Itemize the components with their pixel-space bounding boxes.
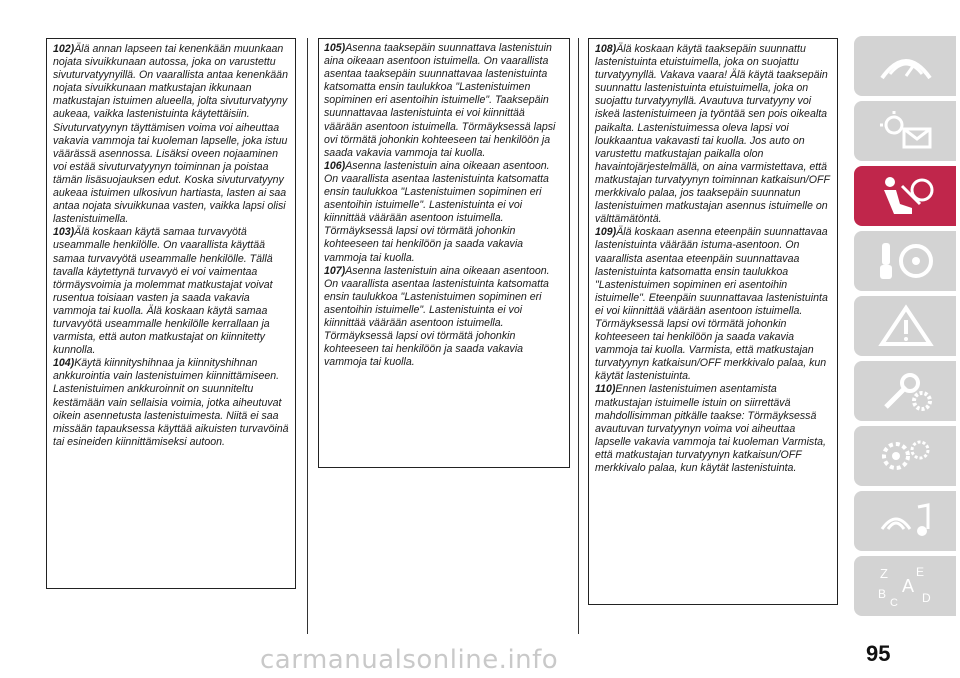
watermark: carmanualsonline.info: [260, 645, 559, 675]
paragraph-110: 110)Ennen lastenistuimen asentamista matkustajan istuimelle istuin on siirrettävä mahdollisimman pitkälle taakse: Törmäyksessä avautuvan turvatyynyn voima voi aiheuttaa lapselle vakavia vammoja tai kuoleman Varmista, että matkustajan turvatyynyn katkaisun/OFF merkkivalo palaa, kun käytät lastenistuinta.: [595, 383, 827, 474]
text-column-3: [588, 38, 838, 605]
hazard-triangle-icon: [876, 304, 936, 348]
seat-airbag-icon: [876, 174, 936, 218]
column-divider-2: [578, 38, 579, 634]
paragraph-109: 109)Älä koskaan asenna eteenpäin suunnattavaa lastenistuinta väärään istuma-asentoon. On vaarallista asentaa eteenpäin suunnattavaa lastenistuinta katsomatta ensin taulukkoa "Lastenistuimen sopiminen eri asentoihin istuimelle". Eteenpäin suunnattavaa lastenistuinta ei voi kiinnittää väärään asentoon istuimella. Törmäyksessä lapsi ovi törmätä johonkin kohteeseen tai henkilöön ja saada vakavia vammoja tai kuolla. Varmista, että matkustajan turvatyynyn katkaisun/OFF merkkivalo palaa, kun käytät lastenistuinta.: [595, 226, 828, 383]
tab-warnings[interactable]: [854, 101, 956, 161]
paragraph-107: 107)Asenna lastenistuin aina oikeaan asentoon. On vaarallista asentaa lastenistuinta katsomatta ensin taulukkoa "Lastenistuimen sopiminen eri asentoihin istuimelle". Lastenistuinta ei voi kiinnittää väärään asentoon istuimella. Törmäyksessä lapsi ovi törmätä johonkin kohteeseen tai henkilöön ja saada vakavia vammoja tai kuolla.: [324, 264, 550, 369]
paragraph-105: 105)Asenna taaksepäin suunnattava lastenistuin aina oikeaan asentoon istuimella. On vaarallista asentaa taaksepäin suunnattavaa lastenistuinta katsomatta ensin taulukkoa "Lastenistuimen sopiminen eri asentoihin istuimelle". Taaksepäin suunnattavaa lastenistuinta ei voi kiinnittää väärään asentoon istuimella. Törmäyksessä lapsi ovi törmätä johonkin kohteeseen tai henkilöön ja saada vakavia vammoja tai kuolla.: [324, 42, 556, 159]
page-number: 95: [866, 641, 891, 666]
chapter-tabs: [854, 36, 956, 621]
paragraph-106: 106)Asenna lastenistuin aina oikeaan asentoon. On vaarallista asentaa lastenistuinta katsomatta ensin taulukkoa "Lastenistuimen sopiminen eri asentoihin istuimelle". Lastenistuinta ei voi kiinnittää väärään asentoon istuimella. Törmäyksessä lapsi ovi törmätä johonkin kohteeseen tai henkilöön ja saada vakavia vammoja tai kuolla.: [324, 159, 550, 264]
specifications-gears-icon: [876, 434, 936, 478]
tab-multimedia[interactable]: [854, 491, 956, 551]
svg-text:A: A: [902, 576, 915, 596]
car-dashboard-icon: [876, 44, 936, 88]
tab-emergency[interactable]: [854, 296, 956, 356]
svg-text:B: B: [878, 587, 887, 601]
alphabet-index-icon: [876, 564, 936, 608]
svg-text:C: C: [890, 597, 898, 608]
tab-safety[interactable]: [854, 166, 956, 226]
text-column-1: [46, 38, 296, 589]
tab-index[interactable]: [854, 556, 956, 616]
tab-dashboard[interactable]: [854, 36, 956, 96]
paragraph-104: 104)Käytä kiinnityshihnaa ja kiinnityshihnan ankkurointia vain lastenistuimen kiinnittämiseen. Lastenistuimen ankkuroinnit on suunniteltu kestämään vain sellaisia voimia, jotka aiheutuvat oikein asennetusta lastenistuimesta. Niitä ei saa missään tapauksessa käyttää aikuisten turvavöinä tai esineiden kiinnittämiseksi autoon.: [53, 357, 289, 448]
satellite-music-icon: [876, 499, 936, 543]
tab-technical-data[interactable]: [854, 426, 956, 486]
column-2-frame: [318, 38, 570, 468]
paragraph-108: 108)Älä koskaan käytä taaksepäin suunnattu lastenistuinta etuistuimella, joka on suojattu turvatyynyllä. Vakava vaara! Älä käytä taaksepäin suunnattu lastenistuinta etuistuimella, joka on suojattu turvatyynyllä. Avautuva turvatyyny voi iskeä lastenistuimeen ja työntää sen pois oikealta paikalta. Lastenistuimessa oleva lapsi voi loukkaantua vakavasti tai kuolla. Jos auto on varustettu matkustajan paikalla olon havaintojärjestelmällä, on aina varmistettava, että matkustajan turvatyynyn toiminnan katkaisun/OFF merkkivalo palaa, jos taaksepäin suunnatun lastenistuimen matkustajan asennus istuimelle on välttämätöntä.: [595, 43, 830, 226]
svg-text:E: E: [916, 565, 925, 579]
column-divider-1: [307, 38, 308, 634]
key-steering-wheel-icon: [876, 239, 936, 283]
warning-light-envelope-icon: [876, 109, 936, 153]
svg-text:D: D: [922, 591, 931, 605]
wrench-gear-icon: [876, 369, 936, 413]
svg-text:Z: Z: [880, 566, 888, 581]
tab-starting-driving[interactable]: [854, 231, 956, 291]
paragraph-103: 103)Älä koskaan käytä samaa turvavyötä useammalle henkilölle. On vaarallista käyttää samaa turvavyötä useammalle henkilölle. Tällä tavalla käytettynä turvavyö ei voi vaimentaa törmäysvoimia ja molemmat matkustajat voivat rusentua toisiaan vasten ja saada vakavia vammoja tai kuolla. Älä koskaan käytä samaa turvavyötä useammalle henkilölle kerrallaan ja varmista, että auton matkustajat on kiinnitetty kunnolla.: [53, 226, 273, 357]
paragraph-102: 102)Älä annan lapseen tai kenenkään muunkaan nojata sivuikkunaan autossa, joka on varustettu sivuturvatyynyillä. On vaarallista antaa kenenkään nojata sivuikkunaan matkustajan ikkunaan matkustajan istuimen alueella, jolta sivuturvatyyny aukeaa, vaikka lastenistuinta käytettäisiin. Sivuturvatyynyn täyttämisen voima voi aiheuttaa vakavia vammoja tai kuoleman lapselle, joka istuu väärässä asennossa. Lisäksi oveen nojaaminen voi estää sivuturvatyynyn toiminnan ja poistaa tämän lisäsuojauksen edut. Koska sivuturvatyyny aukeaa istuimen ulkosivun hartiasta, lasten ai saa antaa nojata sivuikkunaa vasten, vaikka lapsi olisi lastenistuimella.: [53, 43, 288, 226]
tab-maintenance[interactable]: [854, 361, 956, 421]
